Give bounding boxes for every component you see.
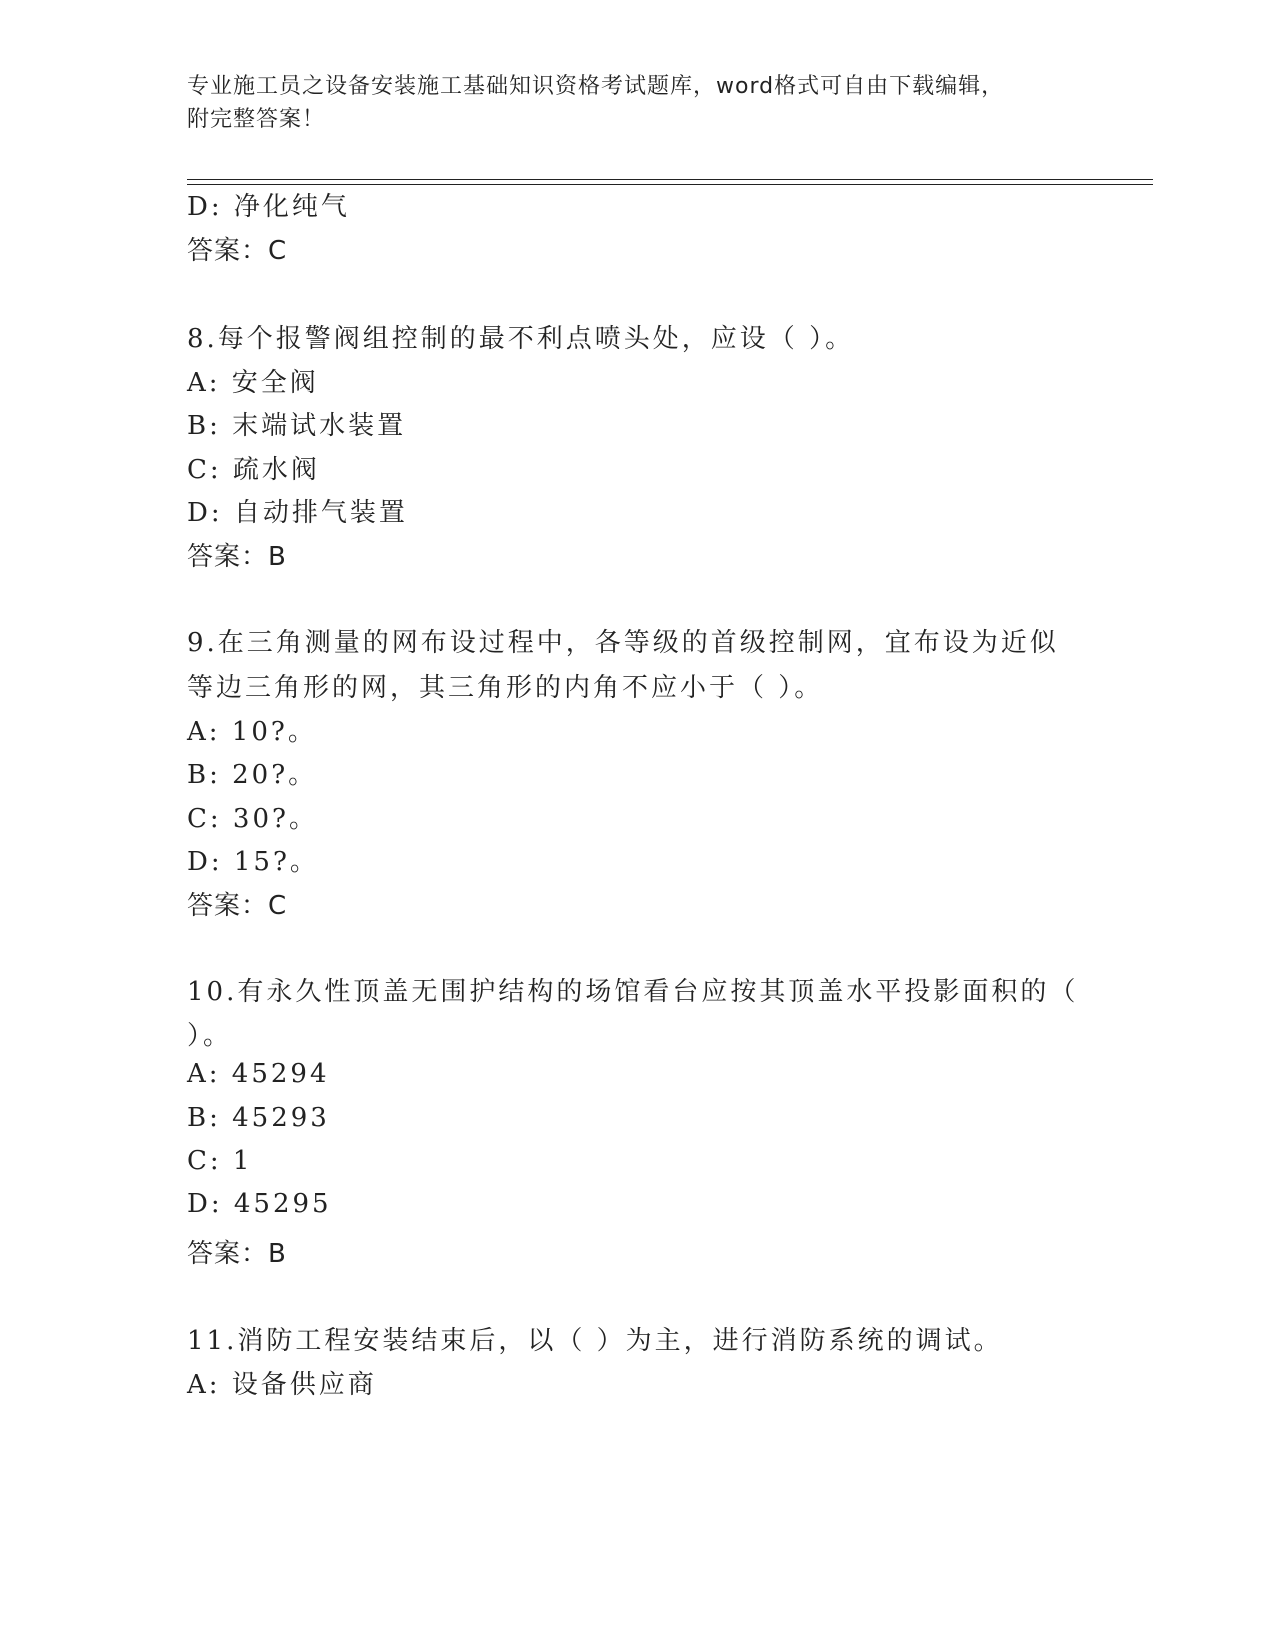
- q9-option-a: A: 10?。: [187, 717, 317, 747]
- header-title-line-2: 附完整答案！: [187, 107, 326, 132]
- q7-answer: 答案：C: [187, 236, 288, 266]
- q8-option-d: D: 自动排气装置: [187, 498, 408, 528]
- q9-option-d: D: 15?。: [187, 847, 319, 877]
- q11-stem: 11.消防工程安装结束后，以（ ）为主，进行消防系统的调试。: [187, 1326, 1003, 1356]
- header-divider-top: [187, 179, 1153, 180]
- q8-answer: 答案：B: [187, 542, 287, 572]
- q8-stem: 8.每个报警阀组控制的最不利点喷头处，应设（ ）。: [187, 324, 855, 354]
- q11-option-a: A: 设备供应商: [187, 1370, 377, 1400]
- q10-answer: 答案：B: [187, 1239, 287, 1269]
- header-divider-bottom: [187, 184, 1153, 185]
- q10-stem-line-2: ）。: [187, 1021, 233, 1051]
- q8-option-c: C: 疏水阀: [187, 455, 320, 485]
- q9-option-c: C: 30?。: [187, 804, 318, 834]
- q10-option-c: C: 1: [187, 1146, 253, 1176]
- q9-stem-line-2: 等边三角形的网，其三角形的内角不应小于（ ）。: [187, 673, 824, 703]
- q9-answer: 答案：C: [187, 891, 288, 921]
- q10-option-d: D: 45295: [187, 1189, 332, 1219]
- q10-option-a: A: 45294: [187, 1059, 330, 1089]
- q10-stem-line-1: 10.有永久性顶盖无围护结构的场馆看台应按其顶盖水平投影面积的（: [187, 977, 1079, 1007]
- q7-option-d: D: 净化纯气: [187, 192, 350, 222]
- q9-stem-line-1: 9.在三角测量的网布设过程中，各等级的首级控制网，宜布设为近似: [187, 628, 1059, 658]
- q9-option-b: B: 20?。: [187, 760, 318, 790]
- document-header: [187, 70, 1087, 136]
- header-title-line-1: 专业施工员之设备安装施工基础知识资格考试题库，word格式可自由下载编辑，: [187, 74, 1005, 99]
- q8-option-a: A: 安全阀: [187, 368, 319, 398]
- q10-option-b: B: 45293: [187, 1103, 330, 1133]
- q8-option-b: B: 末端试水装置: [187, 411, 407, 441]
